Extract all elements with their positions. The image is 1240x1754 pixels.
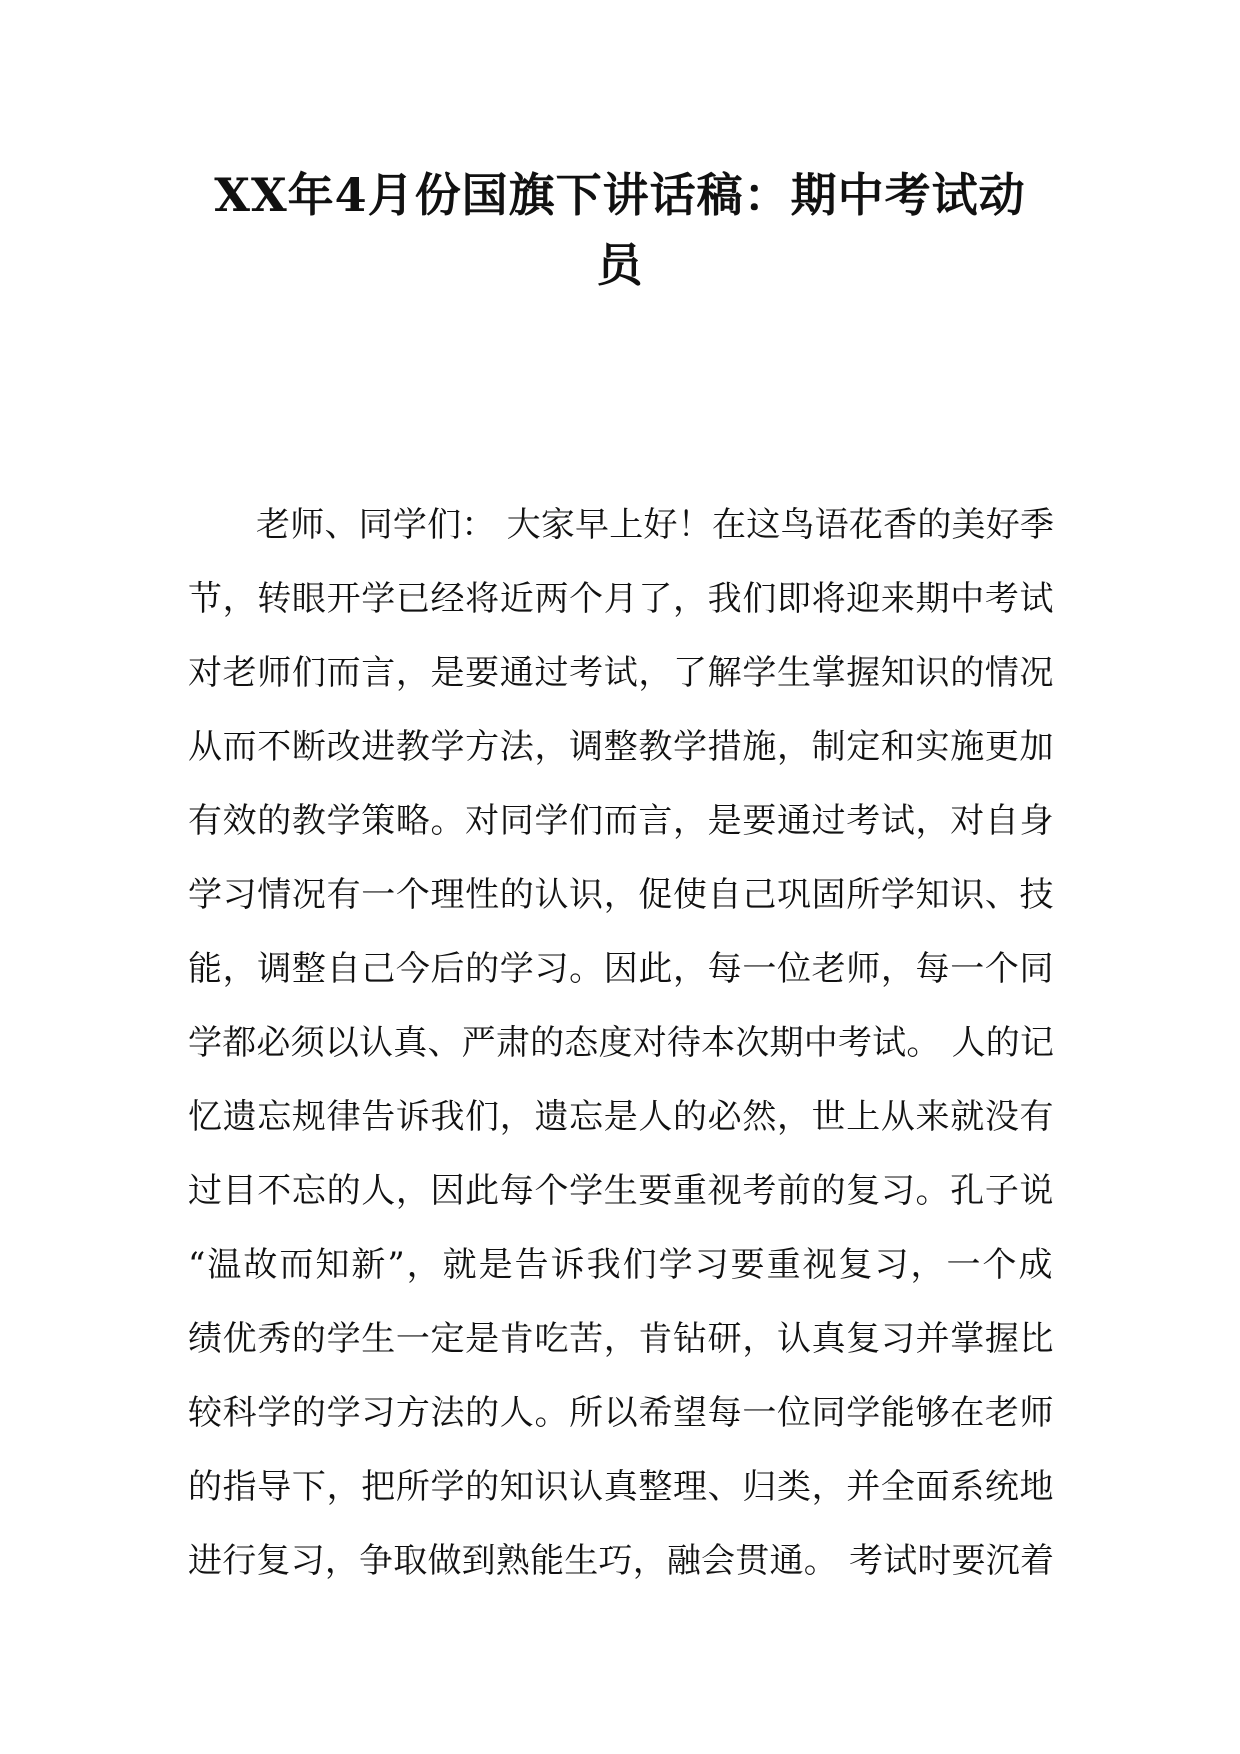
body-line: 学都必须以认真、严肃的态度对待本次期中考试。 人的记 [188, 1023, 1054, 1063]
body-line: 对老师们而言，是要通过考试，了解学生掌握知识的情况 [188, 653, 1054, 693]
body-line: 进行复习，争取做到熟能生巧，融会贯通。 考试时要沉着 [188, 1541, 1054, 1581]
body-line: 忆遗忘规律告诉我们，遗忘是人的必然，世上从来就没有 [188, 1097, 1054, 1137]
body-line: 从而不断改进教学方法，调整教学措施，制定和实施更加 [188, 727, 1054, 767]
document-body [188, 488, 1054, 1598]
title-line-1: XX年4月份国旗下讲话稿：期中考试动 [214, 168, 1026, 222]
body-line: 的指导下，把所学的知识认真整理、归类，并全面系统地 [188, 1467, 1054, 1507]
body-line: 过目不忘的人，因此每个学生要重视考前的复习。孔子说 [188, 1171, 1054, 1211]
body-line: “温故而知新”，就是告诉我们学习要重视复习，一个成 [188, 1245, 1054, 1285]
body-line: 老师、同学们： 大家早上好！在这鸟语花香的美好季 [256, 505, 1054, 545]
title-line-2: 员 [596, 238, 644, 292]
body-line: 学习情况有一个理性的认识，促使自己巩固所学知识、技 [188, 875, 1054, 915]
body-line: 能，调整自己今后的学习。因此，每一位老师，每一个同 [188, 949, 1054, 989]
body-line: 较科学的学习方法的人。所以希望每一位同学能够在老师 [188, 1393, 1054, 1433]
body-line: 节，转眼开学已经将近两个月了，我们即将迎来期中考试 [188, 579, 1054, 619]
document-title [150, 160, 1090, 300]
body-line: 有效的教学策略。对同学们而言，是要通过考试，对自身 [188, 801, 1054, 841]
body-line: 绩优秀的学生一定是肯吃苦，肯钻研，认真复习并掌握比 [188, 1319, 1054, 1359]
